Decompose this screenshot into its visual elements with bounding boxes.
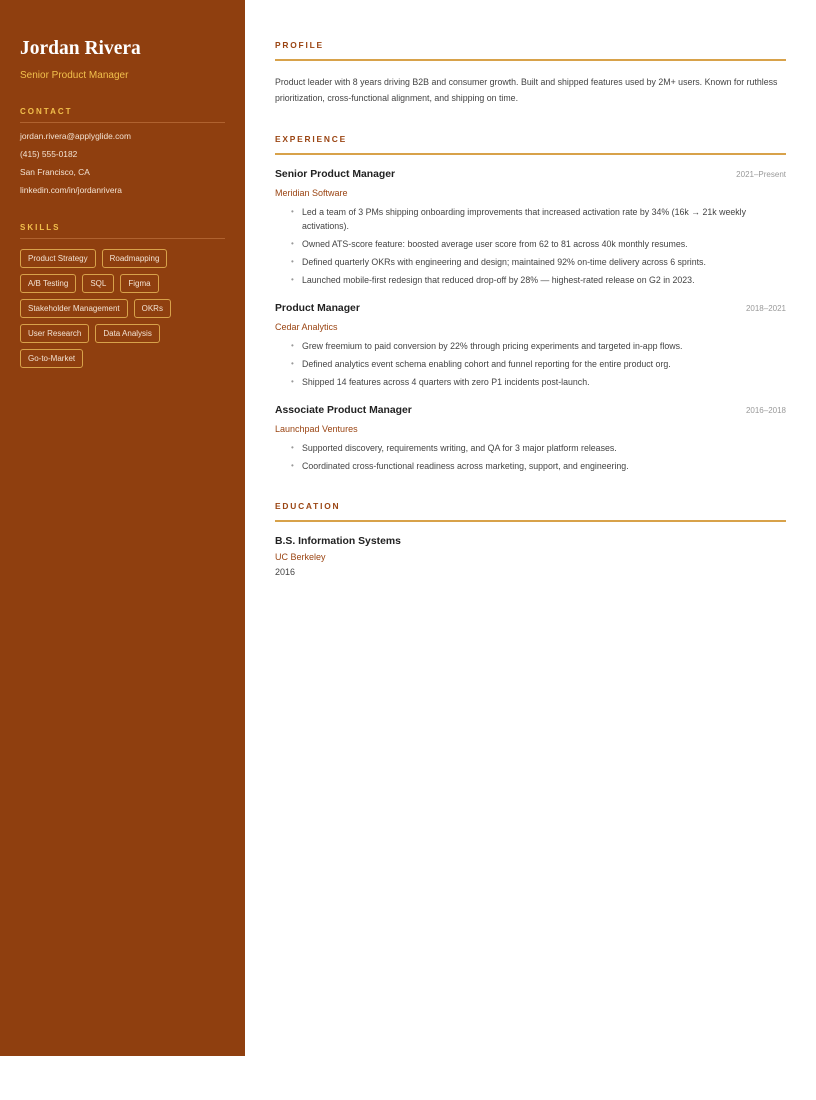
job-bullet: • Shipped 14 features across 4 quarters with zero P1 incidents post-launch.: [291, 375, 786, 389]
profile-summary: Product leader with 8 years driving B2B and consumer growth. Built and shipped features used by 2M+ users. Known for ruthless prioritization, cross-functional alignment, and shipping on time.: [275, 77, 778, 103]
skills-heading: SKILLS: [20, 223, 225, 239]
education-year: 2016: [275, 567, 296, 577]
job-bullet: • Defined analytics event schema enabling cohort and funnel reporting for the entire product org.: [291, 357, 786, 371]
sidebar: [0, 0, 245, 1056]
education-school: UC Berkeley: [275, 552, 326, 562]
job-entry: [275, 405, 786, 473]
skill-tag: User Research: [20, 324, 89, 343]
contact-heading: CONTACT: [20, 107, 225, 123]
job-bullets: [275, 339, 786, 389]
skill-tag: SQL: [82, 274, 114, 293]
job-dates: 2021–Present: [736, 170, 786, 179]
job-bullet: • Supported discovery, requirements writing, and QA for 3 major platform releases.: [291, 441, 786, 455]
job-entry: [275, 303, 786, 389]
job-dates: 2018–2021: [745, 304, 786, 313]
contact-email[interactable]: jordan.rivera@applyglide.com: [20, 131, 131, 141]
skill-tag: A/B Testing: [20, 274, 76, 293]
education-degree: B.S. Information Systems: [275, 536, 401, 547]
candidate-name: Jordan Rivera: [20, 38, 141, 59]
job-bullets: [275, 205, 786, 287]
skill-tag: Roadmapping: [102, 249, 168, 268]
job-bullet: • Owned ATS-score feature: boosted average user score from 62 to 81 across 40k monthly resumes.: [291, 237, 786, 251]
skills-list: [20, 249, 225, 368]
contact-phone: (415) 555-0182: [20, 149, 78, 159]
skill-tag: Stakeholder Management: [20, 299, 128, 318]
contact-list: [20, 131, 225, 195]
job-bullet: • Launched mobile-first redesign that reduced drop-off by 28% — highest-rated release on G2 in 2023.: [291, 273, 786, 287]
experience-heading: EXPERIENCE: [275, 134, 786, 155]
skill-tag: Go-to-Market: [20, 349, 83, 368]
contact-linkedin[interactable]: linkedin.com/in/jordanrivera: [20, 185, 122, 195]
skill-tag: Product Strategy: [20, 249, 96, 268]
job-bullet: • Coordinated cross-functional readiness across marketing, support, and engineering.: [291, 459, 786, 473]
job-company: Launchpad Ventures: [275, 424, 358, 434]
job-entry: [275, 169, 786, 287]
job-company: Cedar Analytics: [275, 322, 338, 332]
skill-tag: Figma: [120, 274, 158, 293]
job-title: Senior Product Manager: [275, 169, 396, 180]
education-heading: EDUCATION: [275, 501, 786, 522]
job-bullet: • Grew freemium to paid conversion by 22% through pricing experiments and targeted in-app flows.: [291, 339, 786, 353]
profile-heading: PROFILE: [275, 40, 786, 61]
job-bullet: • Defined quarterly OKRs with engineering and design; maintained 92% on-time delivery across 6 sprints.: [291, 255, 786, 269]
skill-tag: Data Analysis: [95, 324, 159, 343]
main-content: [275, 40, 786, 577]
job-dates: 2016–2018: [745, 406, 786, 415]
job-bullets: [275, 441, 786, 473]
job-company: Meridian Software: [275, 188, 348, 198]
candidate-title: Senior Product Manager: [20, 70, 129, 81]
job-title: Product Manager: [275, 303, 360, 314]
skill-tag: OKRs: [134, 299, 171, 318]
job-bullet: • Led a team of 3 PMs shipping onboarding improvements that increased activation rate by 34% (16k → 21k weekly activations).: [291, 205, 786, 233]
contact-location: San Francisco, CA: [20, 167, 90, 177]
job-title: Associate Product Manager: [275, 405, 412, 416]
